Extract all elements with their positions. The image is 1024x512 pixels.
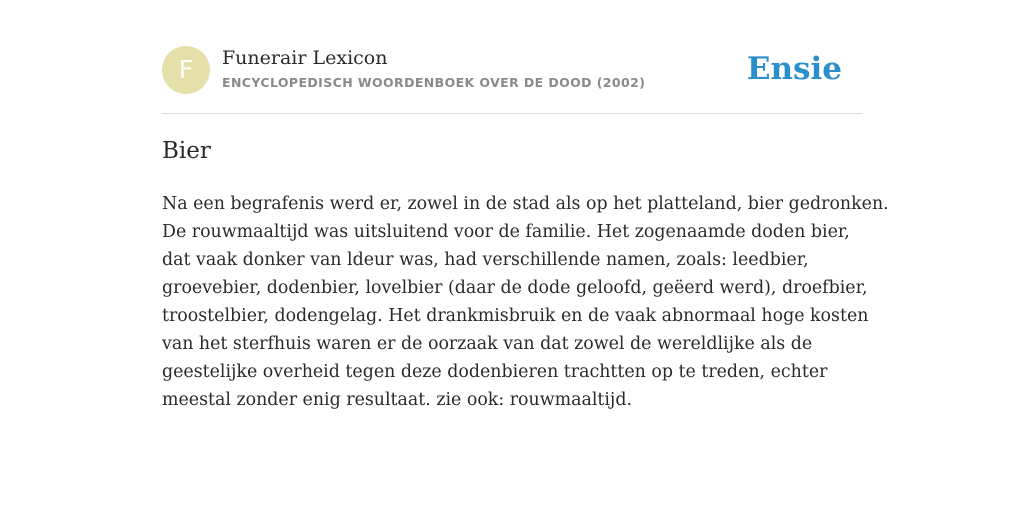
definition-line: dat vaak donker van ldeur was, had verschillende namen, zoals: leedbier,	[162, 250, 809, 270]
lexicon-subtitle: ENCYCLOPEDISCH WOORDENBOEK OVER DE DOOD (2002)	[222, 75, 646, 90]
definition-line: troostelbier, dodengelag. Het drankmisbruik en de vaak abnormaal hoge kosten	[162, 306, 869, 326]
entry-term: Bier	[162, 138, 211, 164]
avatar[interactable]: F	[162, 46, 210, 94]
entry-definition	[162, 190, 889, 414]
brand-logo[interactable]: Ensie	[746, 51, 842, 87]
definition-line: Na een begrafenis werd er, zowel in de stad als op het platteland, bier gedronken.	[162, 194, 889, 214]
divider	[162, 113, 862, 114]
definition-line: groevebier, dodenbier, lovelbier (daar de dode geloofd, geëerd werd), droefbier,	[162, 278, 868, 298]
definition-line: van het sterfhuis waren er de oorzaak van dat zowel de wereldlijke als de	[162, 334, 813, 354]
definition-line: De rouwmaaltijd was uitsluitend voor de familie. Het zogenaamde doden bier,	[162, 222, 850, 242]
header	[162, 46, 862, 96]
definition-line: meestal zonder enig resultaat. zie ook: rouwmaaltijd.	[162, 390, 632, 410]
lexicon-title[interactable]: Funerair Lexicon	[222, 47, 388, 69]
definition-line: geestelijke overheid tegen deze dodenbieren trachtten op te treden, echter	[162, 362, 828, 382]
